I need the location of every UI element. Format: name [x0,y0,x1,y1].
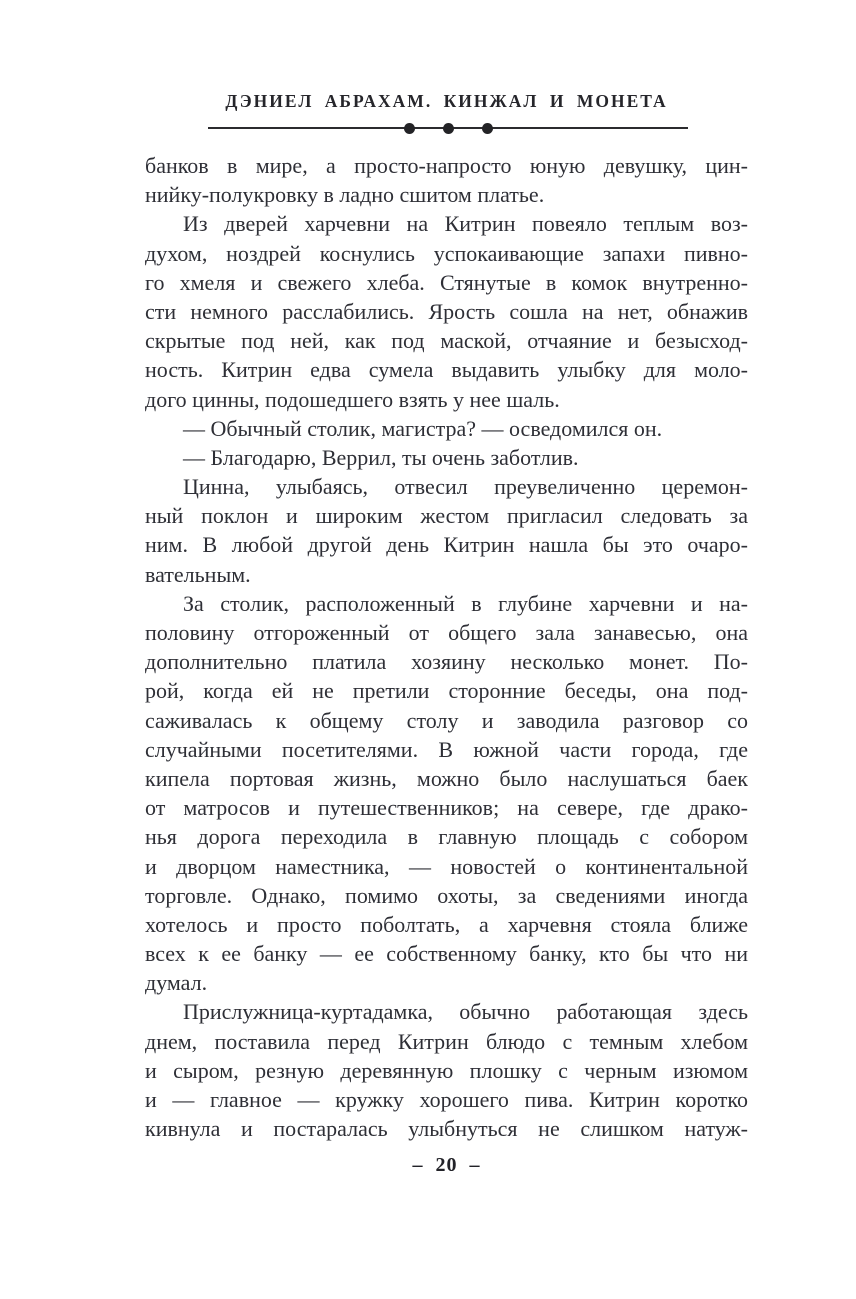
text-line: дополнительно платила хозяину несколько монет. По- [145,649,748,675]
rule-dot [443,123,454,134]
text-line: ность. Китрин едва сумела выдавить улыбку для моло- [145,357,748,383]
text-line: банков в мире, а просто-напросто юную девушку, цин- [145,153,748,178]
text-line: саживалась к общему столу и заводила разговор со [145,707,748,733]
text-line: и — главное — кружку хорошего пива. Китрин коротко [145,1087,748,1112]
text-line: Прислужница-куртадамка, обычно работающая здесь [183,999,748,1025]
text-line: от матросов и путешественников; на севере, где драко- [145,795,748,821]
text-line: хотелось и просто поболтать, а харчевня стояла ближе [145,911,748,937]
running-header-title: ДЭНИЕЛ АБРАХАМ. КИНЖАЛ И МОНЕТА [225,91,668,111]
text-line: нийку-полукровку в ладно сшитом платье. [145,182,545,208]
text-line: дого цинны, подошедшего взять у нее шаль. [145,386,560,412]
header-rule-line [208,127,688,129]
text-column [145,151,748,1143]
text-line: днем, поставила перед Китрин блюдо с темным хлебом [145,1028,748,1054]
text-line: духом, ноздрей коснулись успокаивающие запахи пивно- [145,240,748,266]
text-line: и дворцом наместника, — новостей о континентальной [145,853,748,879]
text-line: го хмеля и свежего хлеба. Стянутые в комок внутренно- [145,269,748,295]
text-line: сти немного расслабились. Ярость сошла на нет, обнажив [145,298,748,324]
page-number: – 20 – [412,1154,481,1176]
text-line: половину отгороженный от общего зала занавесью, она [145,620,748,645]
text-line: думал. [145,970,208,996]
text-line: ный поклон и широким жестом пригласил следовать за [145,503,748,529]
text-line: — Обычный столик, магистра? — осведомился он. [183,415,663,441]
text-line: скрытые под ней, как под маской, отчаяние и безысход- [145,328,748,354]
text-line: За столик, расположенный в глубине харчевни и на- [183,590,748,616]
text-line: кивнула и постаралась улыбнуться не слишком натуж- [145,1116,748,1142]
text-line: случайными посетителями. В южной части города, где [145,736,748,762]
rule-dot [404,123,415,134]
text-line: рой, когда ей не претили сторонние беседы, она под- [145,678,748,704]
text-line: Из дверей харчевни на Китрин повеяло теплым воз- [183,211,748,237]
text-line: и сыром, резную деревянную плошку с черным изюмом [145,1057,748,1083]
text-line: Цинна, улыбаясь, отвесил преувеличенно церемон- [183,474,748,500]
text-line: кипела портовая жизнь, можно было наслушаться баек [145,765,748,791]
rule-dot [482,123,493,134]
text-line: нья дорога переходила в главную площадь с собором [145,824,748,850]
text-line: торговле. Однако, помимо охоты, за сведениями иногда [145,882,748,908]
text-line: всех к ее банку — ее собственному банку, кто бы что ни [145,941,748,967]
text-line: ним. В любой другой день Китрин нашла бы это очаро- [145,532,748,558]
text-line: — Благодарю, Веррил, ты очень заботлив. [183,444,579,470]
text-line: вательным. [145,561,251,587]
